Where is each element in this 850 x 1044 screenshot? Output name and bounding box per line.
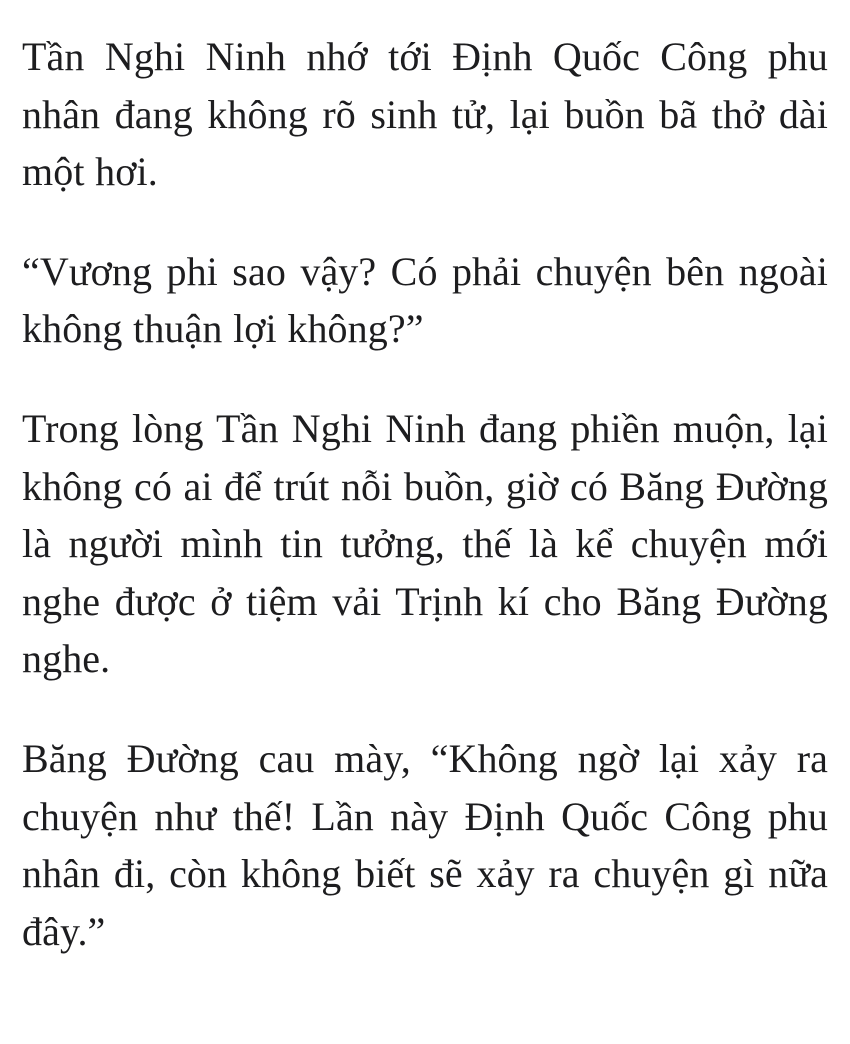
paragraph: Trong lòng Tần Nghi Ninh đang phiền muộn, lại không có ai để trút nỗi buồn, giờ có Băng Đường là người mình tin tưởng, thế là kể chuyện mới nghe được ở tiệm vải Trịnh kí cho Băng Đường nghe. bbox=[22, 405, 828, 682]
paragraph: “Vương phi sao vậy? Có phải chuyện bên ngoài không thuận lợi không?” bbox=[22, 248, 828, 352]
paragraph: Tần Nghi Ninh nhớ tới Định Quốc Công phu nhân đang không rõ sinh tử, lại buồn bã thở dài một hơi. bbox=[22, 34, 828, 195]
paragraph: Băng Đường cau mày, “Không ngờ lại xảy ra chuyện như thế! Lần này Định Quốc Công phu nhân đi, còn không biết sẽ xảy ra chuyện gì nữa đây.” bbox=[22, 735, 828, 954]
